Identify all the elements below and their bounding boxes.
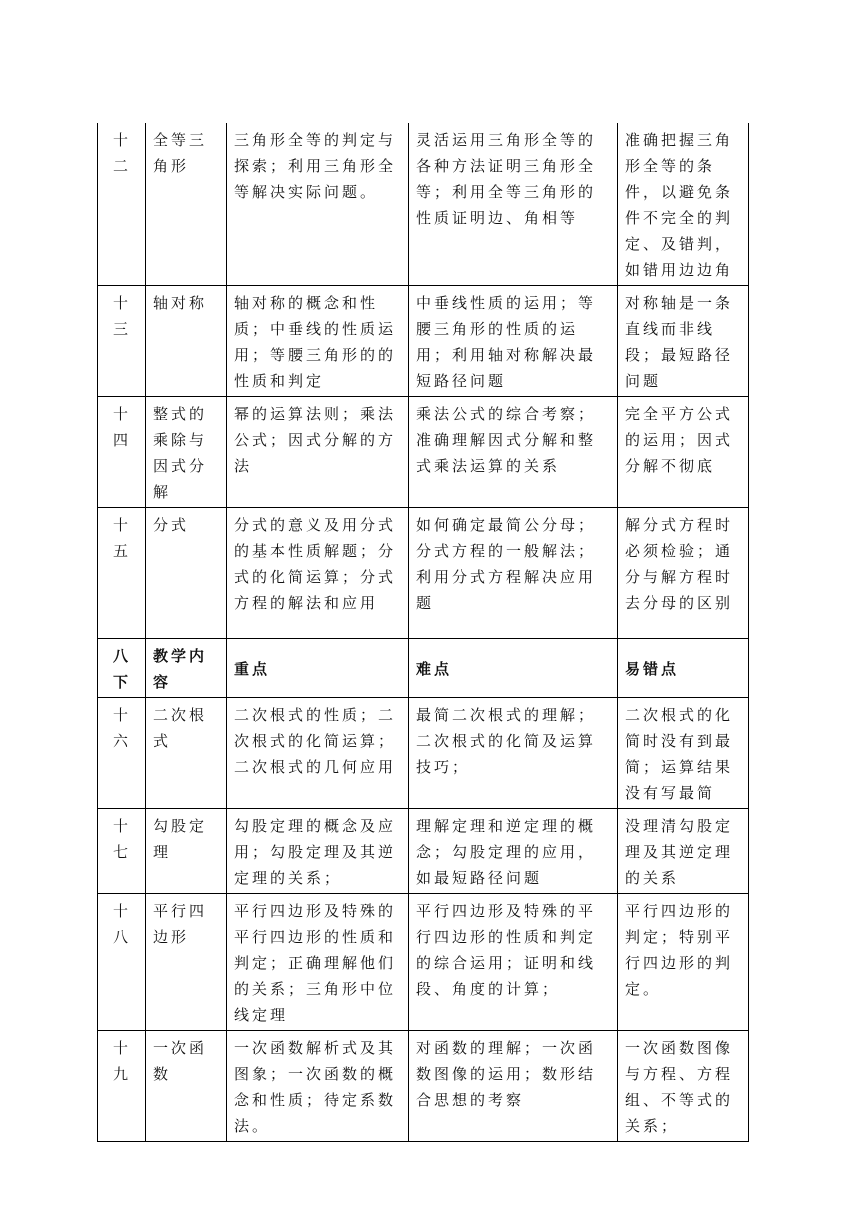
key-points-text: 平行四边形及特殊的平行四边形的性质和判定；正确理解他们的关系；三角形中位线定理	[234, 902, 397, 1024]
table-row	[98, 1031, 749, 1142]
chapter-number-cell	[98, 894, 146, 1031]
chapter-number-cell	[98, 508, 146, 639]
difficulty-text: 最简二次根式的理解；二次根式的化简及运算技巧；	[416, 706, 597, 776]
pitfall-cell	[618, 508, 749, 639]
semester-label: 八下	[112, 647, 131, 691]
table-row	[98, 508, 749, 639]
header-pitfall: 易错点	[625, 660, 680, 678]
topic-text: 一次函数	[153, 1039, 208, 1083]
pitfall-cell	[618, 1031, 749, 1142]
key-points-text: 幂的运算法则；乘法公式；因式分解的方法	[234, 405, 397, 475]
semester-label-cell	[98, 639, 146, 698]
pitfall-cell	[618, 123, 749, 286]
pitfall-text: 没理清勾股定理及其逆定理的关系	[625, 817, 734, 887]
topic-text: 轴对称	[153, 294, 208, 312]
table-row	[98, 397, 749, 508]
table-row	[98, 809, 749, 894]
pitfall-text: 准确把握三角形全等的条件，以避免条件不完全的判定、及错判，如错用边边角	[625, 131, 734, 279]
header-pitfall-cell	[618, 639, 749, 698]
key-points-text: 勾股定理的概念及应用；勾股定理及其逆定理的关系；	[234, 817, 397, 887]
difficulty-cell	[409, 397, 618, 508]
chapter-number: 十八	[112, 902, 131, 946]
difficulty-cell	[409, 286, 618, 397]
pitfall-text: 对称轴是一条直线而非线段；最短路径问题	[625, 294, 734, 390]
table-row	[98, 698, 749, 809]
key-points-text: 一次函数解析式及其图象；一次函数的概念和性质；待定系数法。	[234, 1039, 397, 1135]
key-points-cell	[227, 1031, 409, 1142]
chapter-number: 十四	[112, 405, 131, 449]
pitfall-text: 二次根式的化简时没有到最简；运算结果没有写最简	[625, 706, 734, 802]
topic-cell	[146, 286, 227, 397]
chapter-number: 十六	[112, 706, 131, 750]
pitfall-text: 解分式方程时必须检验；通分与解方程时去分母的区别	[625, 516, 734, 612]
difficulty-cell	[409, 698, 618, 809]
difficulty-text: 灵活运用三角形全等的各种方法证明三角形全等；利用全等三角形的性质证明边、角相等	[416, 131, 597, 227]
chapter-number-cell	[98, 397, 146, 508]
chapter-number: 十二	[112, 131, 131, 175]
chapter-number-cell	[98, 1031, 146, 1142]
chapter-number: 十九	[112, 1039, 131, 1083]
difficulty-text: 如何确定最简公分母；分式方程的一般解法；利用分式方程解决应用题	[416, 516, 597, 612]
key-points-cell	[227, 286, 409, 397]
topic-cell	[146, 397, 227, 508]
key-points-cell	[227, 508, 409, 639]
topic-cell	[146, 508, 227, 639]
syllabus-table	[97, 123, 749, 1142]
difficulty-cell	[409, 1031, 618, 1142]
chapter-number-cell	[98, 809, 146, 894]
topic-cell	[146, 894, 227, 1031]
topic-text: 分式	[153, 516, 190, 534]
key-points-cell	[227, 123, 409, 286]
topic-text: 全等三角形	[153, 131, 208, 175]
key-points-text: 轴对称的概念和性质；中垂线的性质运用；等腰三角形的的性质和判定	[234, 294, 397, 390]
pitfall-text: 完全平方公式的运用；因式分解不彻底	[625, 405, 734, 475]
difficulty-cell	[409, 123, 618, 286]
difficulty-cell	[409, 894, 618, 1031]
topic-text: 平行四边形	[153, 902, 208, 946]
header-difficulty: 难点	[416, 660, 453, 678]
topic-text: 整式的乘除与因式分解	[153, 405, 208, 501]
key-points-text: 二次根式的性质；二次根式的化简运算；二次根式的几何应用	[234, 706, 397, 776]
chapter-number: 十七	[112, 817, 131, 861]
chapter-number-cell	[98, 123, 146, 286]
key-points-cell	[227, 894, 409, 1031]
pitfall-cell	[618, 894, 749, 1031]
table-row	[98, 894, 749, 1031]
difficulty-text: 中垂线性质的运用；等腰三角形的性质的运用；利用轴对称解决最短路径问题	[416, 294, 597, 390]
chapter-number: 十三	[112, 294, 131, 338]
difficulty-cell	[409, 508, 618, 639]
difficulty-text: 理解定理和逆定理的概念；勾股定理的应用，如最短路径问题	[416, 817, 597, 887]
pitfall-cell	[618, 698, 749, 809]
header-key: 重点	[234, 660, 271, 678]
chapter-number-cell	[98, 698, 146, 809]
topic-cell	[146, 123, 227, 286]
key-points-text: 分式的意义及用分式的基本性质解题；分式的化简运算；分式方程的解法和应用	[234, 516, 397, 612]
chapter-number: 十五	[112, 516, 131, 560]
key-points-cell	[227, 397, 409, 508]
pitfall-text: 一次函数图像与方程、方程组、不等式的关系；	[625, 1039, 734, 1135]
table-row	[98, 123, 749, 286]
topic-text: 勾股定理	[153, 817, 208, 861]
chapter-number-cell	[98, 286, 146, 397]
pitfall-cell	[618, 809, 749, 894]
key-points-text: 三角形全等的判定与探索；利用三角形全等解决实际问题。	[234, 131, 397, 201]
header-topic-cell	[146, 639, 227, 698]
pitfall-cell	[618, 286, 749, 397]
pitfall-text: 平行四边形的判定；特别平行四边形的判定。	[625, 902, 734, 998]
topic-cell	[146, 809, 227, 894]
table-row	[98, 286, 749, 397]
header-key-cell	[227, 639, 409, 698]
difficulty-text: 乘法公式的综合考察；准确理解因式分解和整式乘法运算的关系	[416, 405, 597, 475]
difficulty-text: 对函数的理解；一次函数图像的运用；数形结合思想的考察	[416, 1039, 597, 1109]
header-difficulty-cell	[409, 639, 618, 698]
difficulty-text: 平行四边形及特殊的平行四边形的性质和判定的综合运用；证明和线段、角度的计算；	[416, 902, 597, 998]
key-points-cell	[227, 698, 409, 809]
pitfall-cell	[618, 397, 749, 508]
section-header-row	[98, 639, 749, 698]
difficulty-cell	[409, 809, 618, 894]
header-topic: 教学内容	[153, 647, 208, 691]
topic-cell	[146, 698, 227, 809]
key-points-cell	[227, 809, 409, 894]
topic-cell	[146, 1031, 227, 1142]
topic-text: 二次根式	[153, 706, 208, 750]
